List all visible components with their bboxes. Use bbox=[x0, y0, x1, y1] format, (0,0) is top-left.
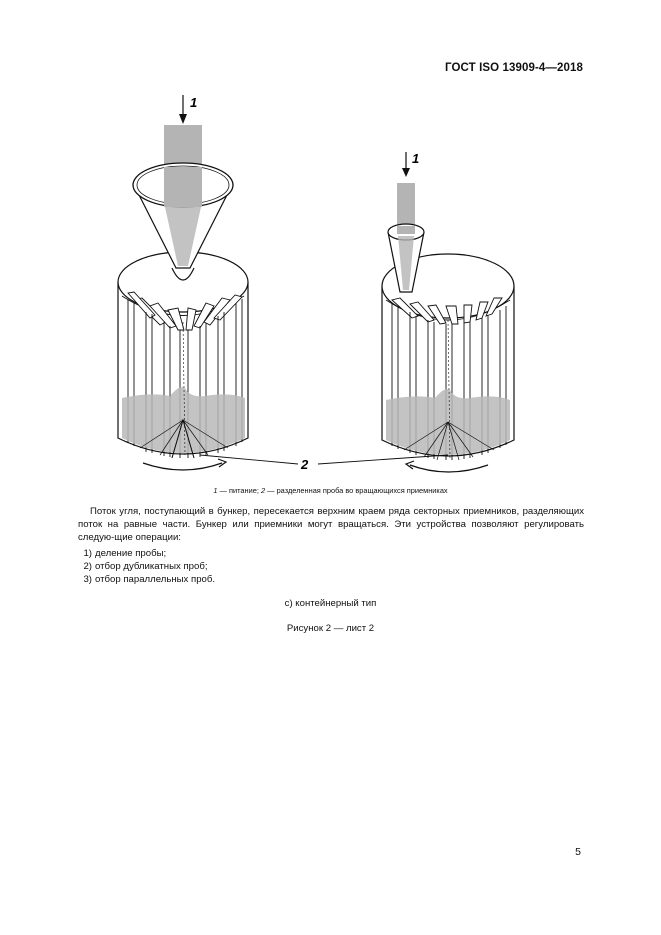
subfigure-caption: с) контейнерный тип bbox=[284, 598, 377, 609]
right-feed-callout: 1 bbox=[412, 151, 420, 166]
right-rotation-arrow-icon bbox=[410, 465, 488, 472]
description-paragraph: Поток угля, поступающий в бункер, пересекается верхним краем ряда секторных приемников, разделяющих поток на равные части. Бункер или приемники могут вращаться. Эти устройства позволяют регулировать следую-щие операции: bbox=[78, 506, 584, 544]
figure-caption: Рисунок 2 — лист 2 bbox=[286, 623, 375, 634]
figure-legend: 1 — питание; 2 — разделенная проба во вращающихся приемниках bbox=[213, 486, 448, 495]
right-feed-arrow-icon bbox=[402, 168, 410, 177]
list-item: 1) деление пробы; bbox=[83, 548, 167, 559]
left-feed-arrow-icon bbox=[179, 114, 187, 124]
list-item: 3) отбор параллельных проб. bbox=[83, 574, 216, 585]
list-item: 2) отбор дубликатных проб; bbox=[83, 561, 208, 572]
right-rotating-container bbox=[382, 151, 514, 472]
left-rotating-container bbox=[118, 95, 248, 470]
sample-callout: 2 bbox=[301, 457, 309, 472]
left-feed-callout: 1 bbox=[190, 95, 198, 110]
document-header: ГОСТ ISO 13909-4—2018 bbox=[445, 62, 583, 74]
left-rotation-arrow-icon bbox=[143, 463, 222, 470]
page-number: 5 bbox=[575, 846, 581, 858]
